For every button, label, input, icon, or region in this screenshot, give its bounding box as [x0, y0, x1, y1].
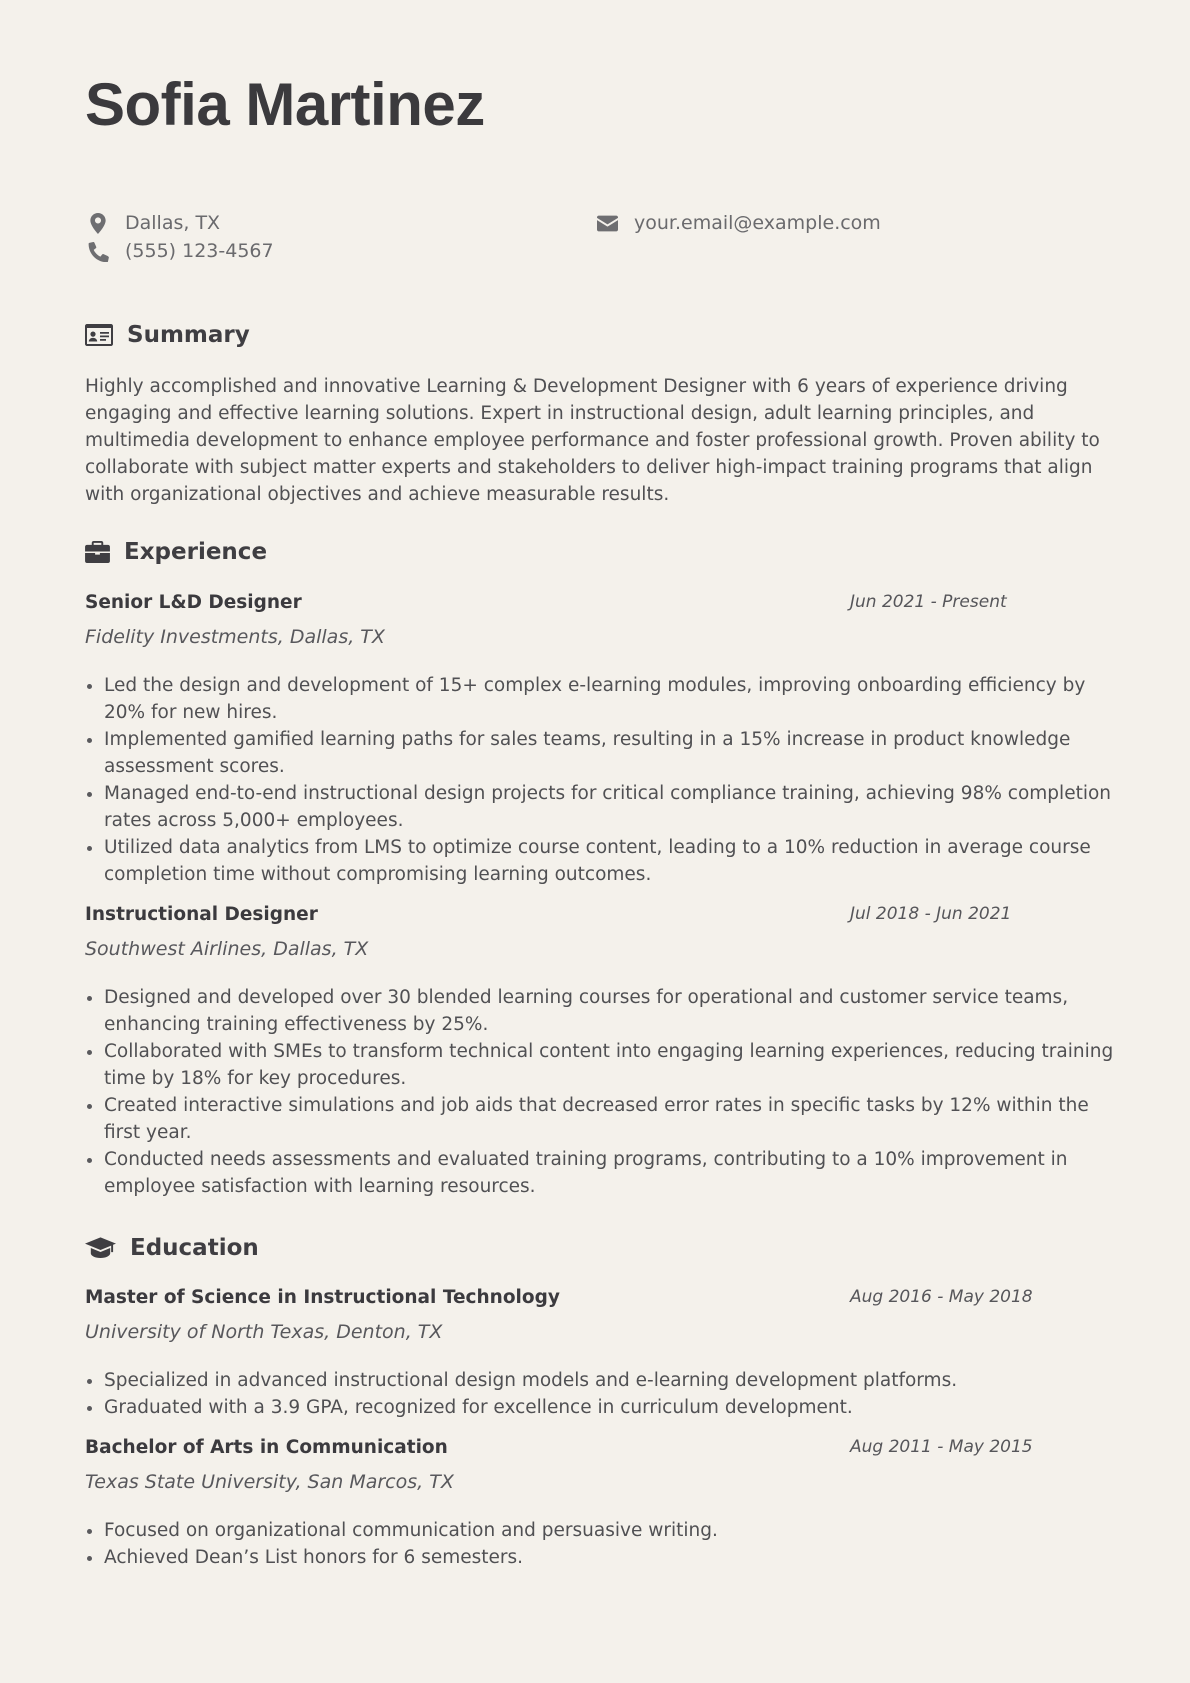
- job-dates: Jul 2018 - Jun 2021: [850, 904, 1012, 924]
- school-name: Texas State University, San Marcos, TX: [85, 1471, 454, 1493]
- job-bullets: [85, 672, 1115, 888]
- list-item: Graduated with a 3.9 GPA, recognized for excellence in curriculum development.: [85, 1394, 1115, 1421]
- briefcase-icon: [85, 541, 110, 563]
- location-text: Dallas, TX: [125, 212, 221, 234]
- summary-heading-label: Summary: [127, 322, 250, 348]
- list-item: Created interactive simulations and job aids that decreased error rates in specific tasks by 12% within the first year.: [85, 1092, 1115, 1146]
- phone-text: (555) 123-4567: [125, 240, 274, 262]
- experience-heading: [85, 539, 267, 565]
- map-pin-icon: [85, 212, 111, 234]
- degree-title: Bachelor of Arts in Communication: [85, 1437, 448, 1458]
- summary-heading: [85, 322, 250, 348]
- job-organization: Fidelity Investments, Dallas, TX: [85, 626, 385, 648]
- education-heading-label: Education: [130, 1235, 259, 1261]
- school-name: University of North Texas, Denton, TX: [85, 1321, 443, 1343]
- job-organization: Southwest Airlines, Dallas, TX: [85, 938, 369, 960]
- email-link[interactable]: your.email@example.com: [634, 212, 881, 234]
- summary-text: Highly accomplished and innovative Learning & Development Designer with 6 years of experience driving engaging and effective learning solutions. Expert in instructional design, adult learning principles, and multimedia development to enhance employee performance and foster professional growth. Proven ability to collaborate with subject matter experts and stakeholders to deliver high-impact training programs that align with organizational objectives and achieve measurable results.: [85, 376, 1100, 505]
- degree-dates: Aug 2016 - May 2018: [850, 1287, 1033, 1307]
- job-bullets: [85, 984, 1115, 1200]
- id-card-icon: [85, 324, 113, 346]
- list-item: Designed and developed over 30 blended learning courses for operational and customer service teams, enhancing training effectiveness by 25%.: [85, 984, 1115, 1038]
- candidate-name: Sofia Martinez: [85, 71, 485, 138]
- phone-icon: [85, 240, 111, 262]
- list-item: Managed end-to-end instructional design projects for critical compliance training, achieving 98% completion rates across 5,000+ employees.: [85, 780, 1115, 834]
- list-item: Conducted needs assessments and evaluated training programs, contributing to a 10% improvement in employee satisfaction with learning resources.: [85, 1146, 1115, 1200]
- contact-phone: [85, 240, 274, 262]
- list-item: Implemented gamified learning paths for sales teams, resulting in a 15% increase in product knowledge assessment scores.: [85, 726, 1115, 780]
- envelope-icon: [594, 212, 620, 234]
- list-item: Focused on organizational communication and persuasive writing.: [85, 1517, 1115, 1544]
- degree-dates: Aug 2011 - May 2015: [850, 1437, 1033, 1457]
- experience-heading-label: Experience: [124, 539, 268, 565]
- list-item: Specialized in advanced instructional design models and e-learning development platforms.: [85, 1367, 1115, 1394]
- degree-bullets: [85, 1367, 1115, 1421]
- job-title: Senior L&D Designer: [85, 592, 302, 613]
- degree-bullets: [85, 1517, 1115, 1571]
- job-title: Instructional Designer: [85, 904, 318, 925]
- list-item: Led the design and development of 15+ complex e-learning modules, improving onboarding efficiency by 20% for new hires.: [85, 672, 1115, 726]
- job-dates: Jun 2021 - Present: [850, 592, 1007, 612]
- education-heading: [85, 1235, 259, 1261]
- list-item: Achieved Dean’s List honors for 6 semesters.: [85, 1544, 1115, 1571]
- list-item: Utilized data analytics from LMS to optimize course content, leading to a 10% reduction in average course completion time without compromising learning outcomes.: [85, 834, 1115, 888]
- list-item: Collaborated with SMEs to transform technical content into engaging learning experiences, reducing training time by 18% for key procedures.: [85, 1038, 1115, 1092]
- contact-email: [594, 212, 881, 234]
- graduation-cap-icon: [85, 1237, 116, 1259]
- contact-location: [85, 212, 220, 234]
- degree-title: Master of Science in Instructional Technology: [85, 1287, 560, 1308]
